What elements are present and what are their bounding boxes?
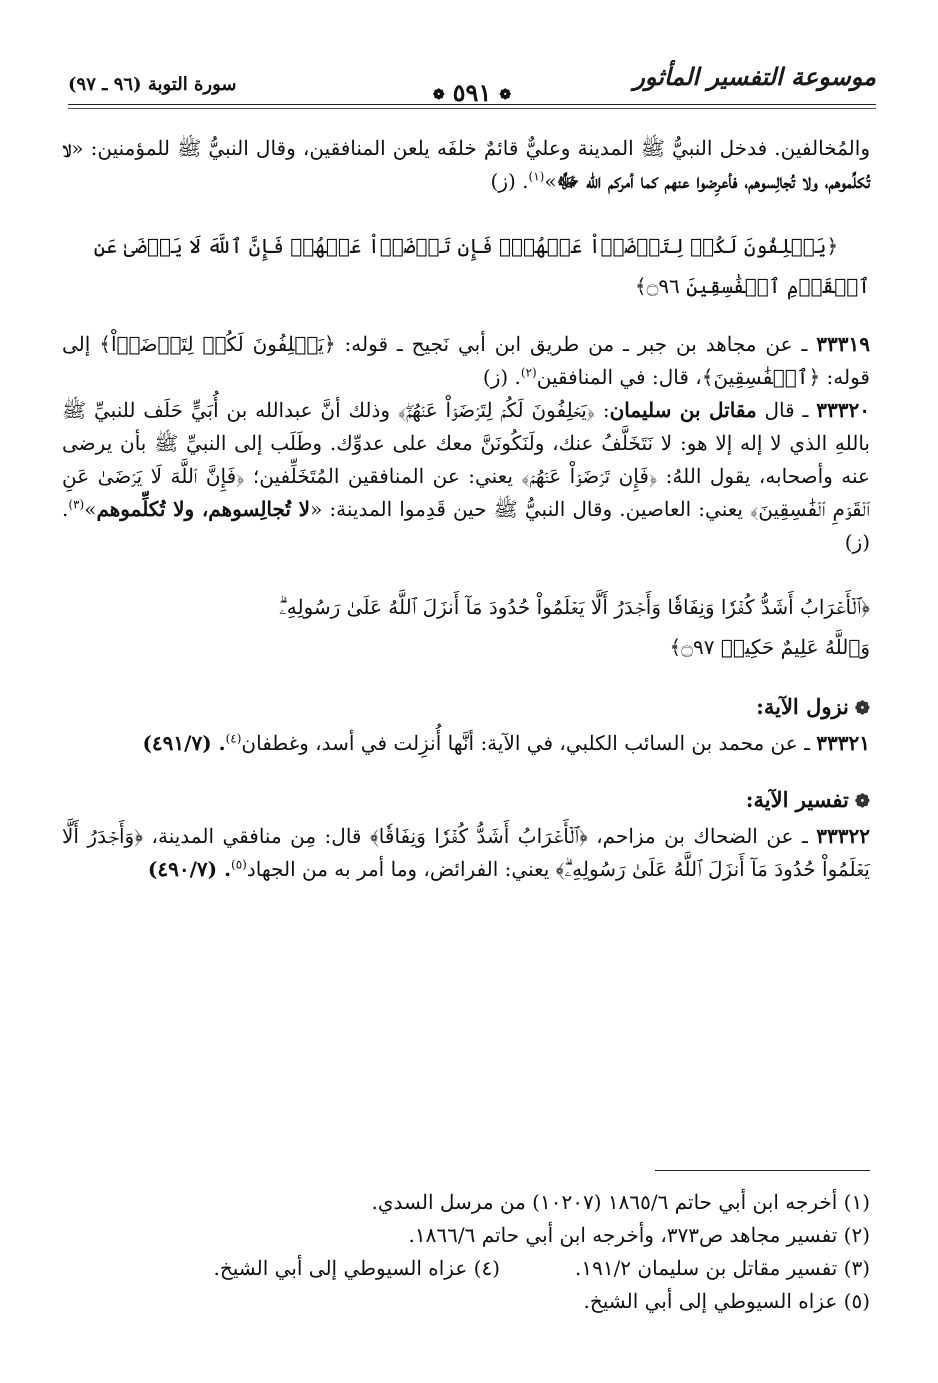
narration-number: ٣٣٣٢٠ (816, 398, 870, 422)
footnote-3: (٣) تفسير مقاتل بن سليمان ١٩١/٢. (574, 1256, 870, 1280)
narration-33321: ٣٣٣٢١ ـ عن محمد بن السائب الكلبي، في الآية: أنَّها أُنزِلت في أسد، وغطفان$^{(٤)}$. (٤٩١/٧) (142, 731, 870, 755)
ornament-icon: ❁ (499, 86, 512, 103)
paragraph-continuation: والمُخالفين. فدخل النبيُّ ﷺ المدينة وعليٌّ قائمٌ خلفَه يلعن المنافقين، وقال النبيُّ ﷺ للمؤمنين: «لا تُكلِّموهم، ولا تُجالِسوهم، فأعرِضوا عنهم كما أمركم الله ﷻ»$^{(١)}$. (ز) (62, 136, 870, 193)
narration-33320: ٣٣٣٢٠ ـ قال مقاتل بن سليمان: ﴿يَحۡلِفُونَ لَكُمۡ لِتَرۡضَوۡاْ عَنۡهُمۡۖ﴾ وذلك أنَّ عبدالله بن أُبَيٍّ حَلَف للنبيِّ ﷺ باللهِ الذي لا إله إلا هو: لا نَتَخَلَّفُ عنك، ولَنَكُونَنَّ معك على عدوِّك. وطَلَب إلى النبيِّ ﷺ بأن يرضى عنه وأصحابه، يقول اللهُ: ﴿فَإِن تَرۡضَوۡاْ عَنۡهُمۡ﴾ يعني: عن المنافقين المُتَخَلِّفين؛ ﴿فَإِنَّ ٱللَّهَ لَا يَرۡضَىٰ عَنِ ٱلۡقَوۡمِ ٱلۡفَٰسِقِينَ﴾ يعني: العاصين. وقال النبيُّ ﷺ حين قَدِموا المدينة: «لا تُجالِسوهم، ولا تُكلِّموهم»$^{(٣)}$. (ز) (62, 398, 871, 554)
footnote-rule (655, 1170, 870, 1171)
footnote-2: (٢) تفسير مجاهد ص٣٧٣، وأخرجه ابن أبي حاتم ١٨٦٦/٦. (408, 1223, 870, 1247)
section-heading-tafsir: ❁تفسير الآية: (745, 787, 870, 812)
narration-33319: ٣٣٣١٩ ـ عن مجاهد بن جبر ـ من طريق ابن أبي نَجيح ـ قوله: ﴿يَحۡلِفُونَ لَكُمۡ لِتَرۡضَوۡاْ﴾ إلى قوله: ﴿ٱلۡفَٰسِقِينَ﴾، قال: في المنافقين$^{(٢)}$. (ز) (62, 332, 870, 389)
surah-label: سورة التوبة (٩٦ ـ ٩٧) (68, 74, 237, 95)
footnote-marker: (١) (528, 169, 545, 184)
narration-number: ٣٣٣٢١ (816, 731, 870, 755)
narration-number: ٣٣٣١٩ (816, 332, 870, 356)
footnote-marker: (٤) (225, 731, 242, 746)
page-header (68, 60, 876, 107)
page-number-value: ٥٩١ (452, 78, 492, 107)
flower-ornament-icon: ❁ (854, 698, 870, 719)
footnote-marker: (٣) (68, 497, 85, 512)
section-heading-revelation: ❁نزول الآية: (756, 694, 870, 719)
footnote-marker: (٥) (231, 857, 247, 872)
header-rule (68, 104, 876, 105)
ornament-icon: ❁ (432, 86, 445, 103)
flower-ornament-icon: ❁ (854, 791, 870, 812)
narrator-name: مقاتل بن سليمان (609, 398, 757, 422)
main-text (62, 132, 870, 886)
footnote-marker: (٢) (520, 365, 537, 380)
footnotes (62, 1186, 870, 1318)
quran-verse-97: ﴿ٱلۡأَعۡرَابُ أَشَدُّ كُفۡرٗا وَنِفَاقٗا وَأَجۡدَرُ أَلَّا يَعۡلَمُواْ حُدُودَ مَآ أَنزَلَ ٱللَّهُ عَلَىٰ رَسُولِهِۦۗ وَٱللَّهُ عَلِيمٌ حَكِيمٞ ۝٩٧﴾ (279, 595, 870, 659)
footnote-4: (٤) عزاه السيوطي إلى أبي الشيخ. (213, 1256, 500, 1280)
page-number (425, 78, 519, 107)
footnote-5: (٥) عزاه السيوطي إلى أبي الشيخ. (583, 1289, 870, 1313)
narration-33322: ٣٣٣٢٢ ـ عن الضحاك بن مزاحم، ﴿ٱلۡأَعۡرَابُ أَشَدُّ كُفۡرٗا وَنِفَاقٗا﴾ قال: مِن منافقي المدينة، ﴿وَأَجۡدَرُ أَلَّا يَعۡلَمُواْ حُدُودَ مَآ أَنزَلَ ٱللَّهُ عَلَىٰ رَسُولِهِۦۗ﴾ يعني: الفرائض، وما أمر به من الجهاد$^{(٥)}$. (٤٩٠/٧) (62, 824, 870, 881)
footnote-row (62, 1252, 870, 1285)
narration-number: ٣٣٣٢٢ (816, 824, 870, 848)
quran-verse-96: ﴿يَحۡلِفُونَ لَكُمۡ لِتَرۡضَوۡاْ عَنۡهُمۡۖ فَإِن تَرۡضَوۡاْ عَنۡهُمۡ فَإِنَّ ٱللَّهَ لَا يَرۡضَىٰ عَنِ ٱلۡقَوۡمِ ٱلۡفَٰسِقِينَ ۝٩٦﴾ (93, 234, 870, 298)
footnote-1: (١) أخرجه ابن أبي حاتم ١٨٦٥/٦ (١٠٢٠٧) من مرسل السدي. (371, 1190, 870, 1214)
book-title: موسوعة التفسير المأثور (633, 62, 876, 91)
